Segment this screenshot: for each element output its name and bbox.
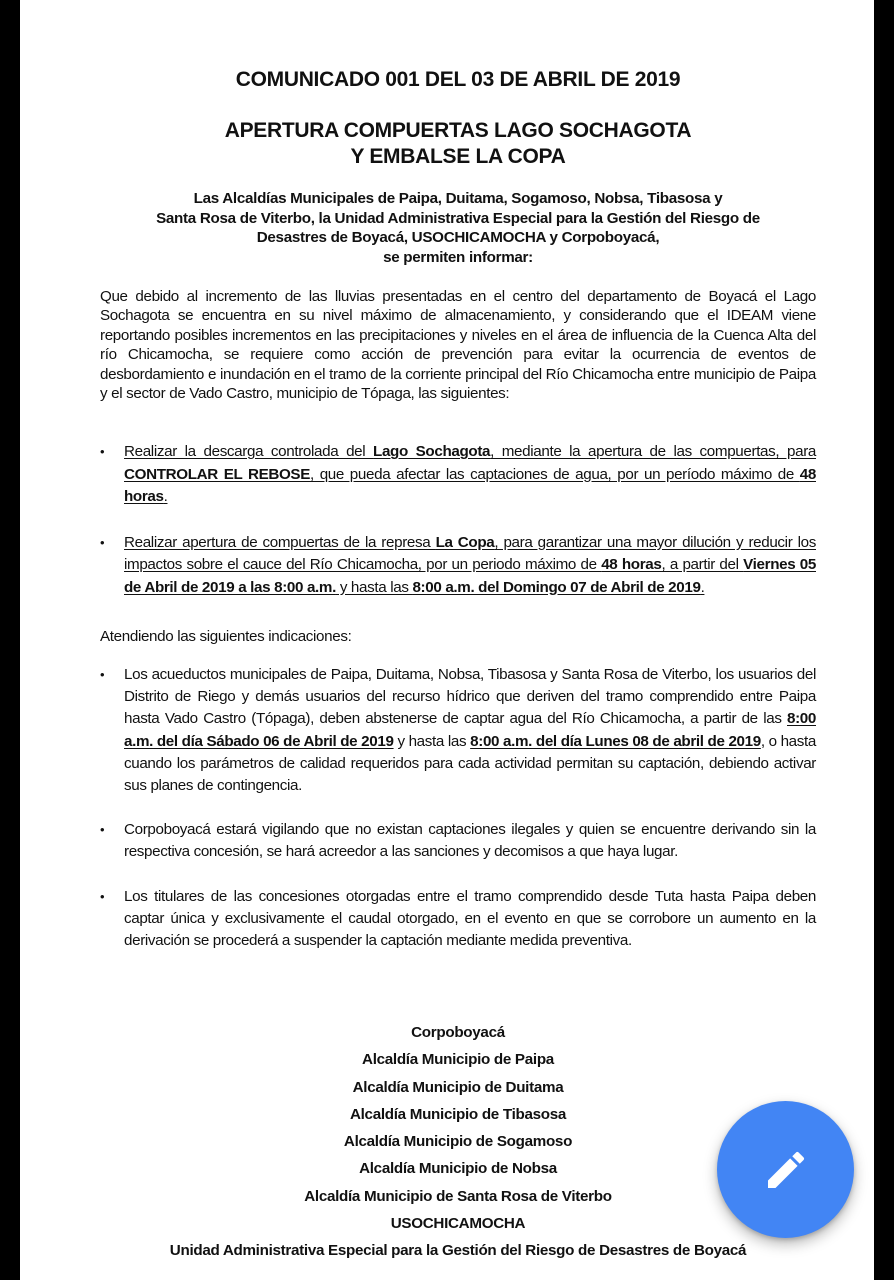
text-run: Los titulares de las concesiones otorgadas entre el tramo comprendido desde Tuta hasta Paipa deben captar única y exclusivamente el caudal otorgado, en el evento en que se corrobore un aumento en la derivación se procederá a suspender la captación mediante medida preventiva. [124,887,816,950]
list-item-text [124,534,816,596]
signatory-line: Alcaldía Municipio de Santa Rosa de Viterbo [304,1187,612,1205]
emphasis-text: 8:00 a.m. del Domingo 07 de Abril de 2019 [412,578,701,596]
left-black-border [0,0,20,1280]
list-item [100,532,816,600]
text-run: . [700,578,705,596]
signatory-line: Alcaldía Municipio de Paipa [362,1051,554,1069]
text-run: Corpoboyacá estará vigilando que no existan captaciones ilegales y quien se encuentre derivando sin la respectiva concesión, se hará acreedor a las sanciones y decomisos a que haya lugar. [124,821,816,861]
signatory-line: Alcaldía Municipio de Tibasosa [349,1105,567,1123]
text-run: , mediante la apertura de las compuertas, para [490,443,817,460]
signatory-line: USOCHICAMOCHA [390,1215,526,1233]
text-run: . [163,488,168,505]
list-item [100,664,816,797]
text-run: Realizar la descarga controlada del [124,443,374,460]
intro-line-4: se permiten informar: [383,248,533,266]
bullet-icon: • [100,534,105,550]
pencil-icon [762,1146,810,1194]
emphasis-text: Viernes 05 de Abril de 2019 a las 8:00 a.m. [124,556,816,596]
document-page [20,0,874,1280]
signatory-line: Unidad Administrativa Especial para la Gestión del Riesgo de Desastres de Boyacá [169,1242,747,1260]
subtitle-line-1: APERTURA COMPUERTAS LAGO SOCHAGOTA [224,119,692,142]
list-item [100,819,816,863]
text-run: , a partir del [661,556,744,573]
edit-fab-button[interactable] [717,1101,854,1238]
emphasis-text: Lago Sochagota [373,443,491,460]
main-paragraph: Que debido al incremento de las lluvias presentadas en el centro del departamento de Boyacá el Lago Sochagota se encuentra en su nivel máximo de almacenamiento, y considerando que el IDEAM viene reportando posibles incrementos en las precipitaciones y niveles en el área de influencia de la Cuenca Alta del río Chicamocha, se requiere como acción de prevención para evitar la ocurrencia de eventos de desbordamiento e inundación en el tramo de la corriente principal del Río Chicamocha entre municipio de Paipa y el sector de Vado Castro, municipio de Tópaga, las siguientes: [100,288,816,403]
bullet-icon: • [100,888,105,904]
text-run: Realizar apertura de compuertas de la represa [124,533,436,551]
document-title: COMUNICADO 001 DEL 03 DE ABRIL DE 2019 [235,68,681,91]
emphasis-text: 8:00 a.m. del día Lunes 08 de abril de 2019 [470,732,761,750]
signatory-line: Corpoboyacá [411,1024,505,1041]
actions-list [100,441,816,622]
text-run: y hasta las [393,732,471,750]
right-black-border [874,0,894,1280]
indications-list [100,664,816,974]
intro-line-3: Desastres de Boyacá, USOCHICAMOCHA y Corpoboyacá, [256,229,660,247]
text-run: Los acueductos municipales de Paipa, Duitama, Nobsa, Tibasosa y Santa Rosa de Viterbo, los usuarios del Distrito de Riego y demás usuarios del recurso hídrico que deriven del tramo comprendido entre Paipa hasta Vado Castro (Tópaga), deben abstenerse de captar agua del Río Chicamocha, a partir de las [124,666,816,728]
text-run: , para garantizar una mayor dilución y reducir los impactos sobre el cauce del Río Chicamocha, por un periodo máximo de [124,533,816,573]
emphasis-text: 48 horas [601,556,662,573]
signatory-line: Alcaldía Municipio de Nobsa [359,1160,557,1178]
intro-line-2: Santa Rosa de Viterbo, la Unidad Administrativa Especial para la Gestión del Riesgo de [156,209,760,227]
subtitle-line-2: Y EMBALSE LA COPA [350,145,566,168]
emphasis-text: La Copa [435,533,495,551]
text-run: , que pueda afectar las captaciones de agua, por un período máximo de [310,465,800,483]
bullet-icon: • [100,667,105,682]
indications-heading: Atendiendo las siguientes indicaciones: [100,628,352,645]
text-run: y hasta las [335,578,413,596]
emphasis-text: CONTROLAR EL REBOSE [124,465,310,483]
intro-line-1: Las Alcaldías Municipales de Paipa, Duitama, Sogamoso, Nobsa, Tibasosa y [193,190,723,207]
emphasis-text: 8:00 a.m. del día Sábado 06 de Abril de 2019 [124,710,816,750]
list-item-text [124,888,816,949]
signatory-line: Alcaldía Municipio de Sogamoso [343,1133,573,1151]
emphasis-text: 48 horas [124,465,816,505]
list-item-text [124,443,816,505]
list-item [100,886,816,953]
document-subtitle [100,118,816,170]
list-item-text [124,821,816,860]
bullet-icon: • [100,444,105,459]
bullet-icon: • [100,822,105,838]
list-item [100,441,816,509]
list-item-text [124,666,816,794]
intro-block [100,189,816,267]
text-run: , o hasta cuando los parámetros de calidad requeridos para cada actividad permitan su captación, debiendo activar sus planes de contingencia. [124,732,816,795]
signatory-line: Alcaldía Municipio de Duitama [352,1078,564,1096]
